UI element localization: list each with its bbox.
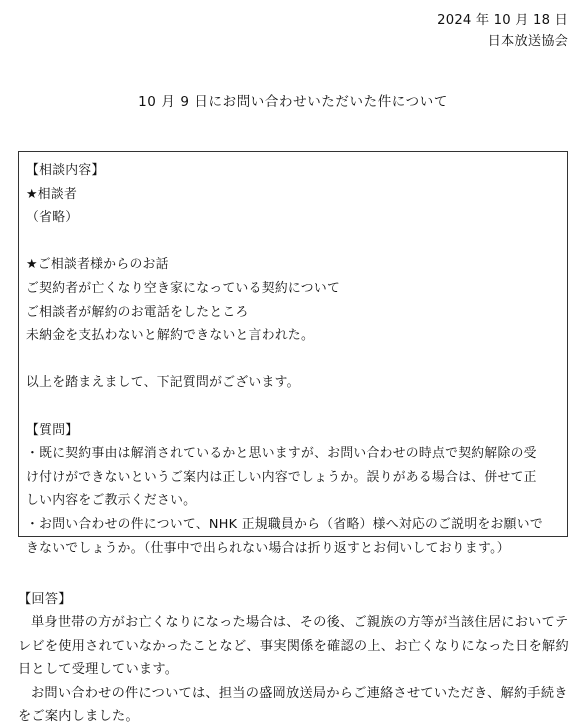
consultant-value: （省略）: [26, 210, 79, 226]
consultation-box: [18, 151, 568, 556]
consultation-section-heading: 【相談内容】: [26, 163, 105, 178]
answer-paragraph: 単身世帯の方がお亡くなりになった場合は、その後、ご親族の方等が当該住居においてテレビを使用されていなかったことなど、事実関係を確認の上、お亡くなりになった日を解約日として受理しています。: [18, 615, 569, 678]
question-2-line: きないでしょうか。（仕事中で出られない場合は折り返すとお伺いしております。）: [26, 540, 510, 556]
answer-section: [18, 588, 570, 728]
answer-heading: 【回答】: [18, 592, 72, 607]
questions-heading: 【質問】: [26, 422, 79, 438]
document-header: [437, 10, 568, 52]
issuing-organization: 日本放送協会: [487, 34, 568, 49]
blank-line: [26, 348, 561, 372]
transition-text: 以上を踏まえまして、下記質問がございます。: [26, 375, 300, 391]
question-1-line: しい内容をご教示ください。: [26, 493, 197, 509]
story-line: 未納金を支払わないと解約できないと言われた。: [26, 328, 315, 344]
story-line: ご契約者が亡くなり空き家になっている契約について: [26, 280, 341, 296]
document-title: 10 月 9 日にお問い合わせいただいた件について: [138, 94, 448, 110]
question-2-line: ・お問い合わせの件について、NHK 正規職員から（省略）様へ対応のご説明をお願いで: [26, 516, 543, 532]
blank-line: [26, 395, 561, 419]
document-date: 2024 年 10 月 18 日: [437, 13, 568, 28]
question-1-line: け付けができないというご案内は正しい内容でしょうか。誤りがある場合は、併せて正: [26, 469, 537, 485]
answer-paragraph: お問い合わせの件については、担当の盛岡放送局からご連絡させていただき、解約手続きをご案内しました。: [18, 685, 568, 725]
story-line: ご相談者が解約のお電話をしたところ: [26, 304, 249, 320]
story-heading: ★ご相談者様からのお話: [26, 257, 169, 273]
consultant-heading: ★相談者: [26, 186, 78, 202]
blank-line: [26, 230, 561, 254]
question-1-line: ・既に契約事由は解消されているかと思いますが、お問い合わせの時点で契約解除の受: [26, 446, 537, 462]
